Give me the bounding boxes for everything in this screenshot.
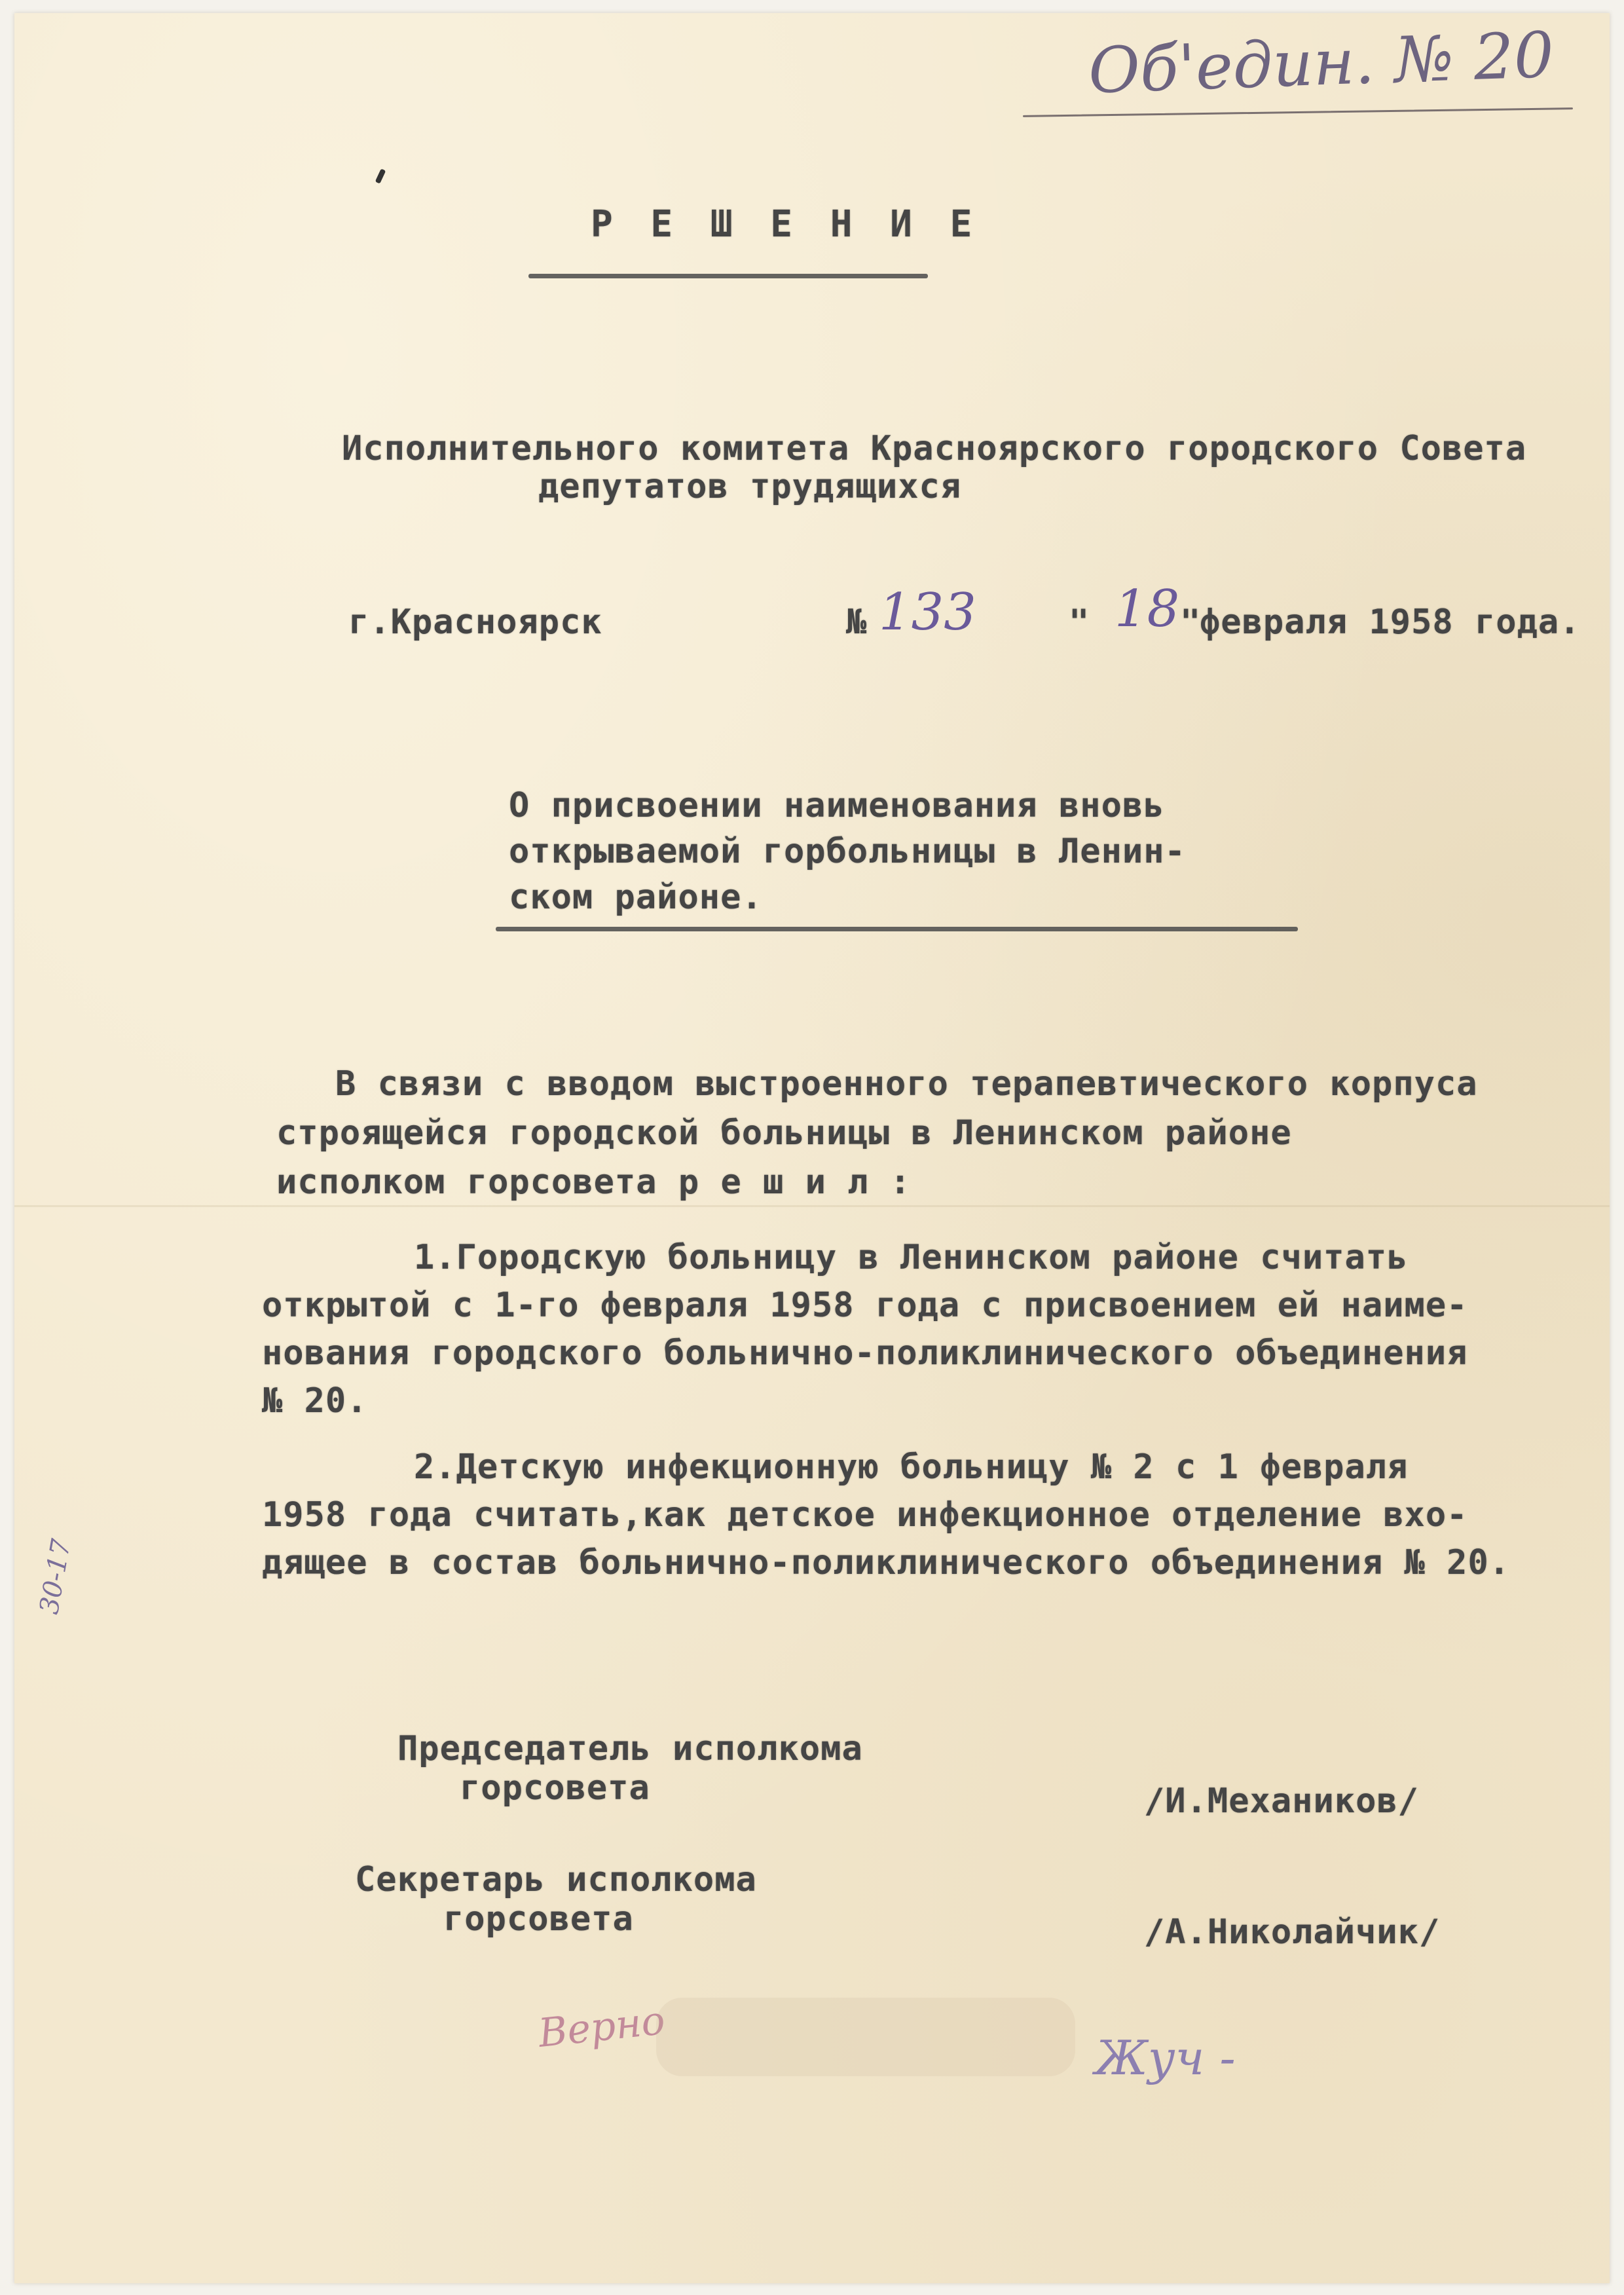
- document-title: Р Е Ш Е Н И Е: [591, 203, 980, 246]
- issuer-line-1: Исполнительного комитета Красноярского городского Совета: [342, 429, 1527, 468]
- date-quote-close: ": [1180, 603, 1202, 642]
- issuer-line-2: депутатов трудящихся: [538, 467, 962, 506]
- item-1-line-3: нования городского больнично-поликлинического объединения: [262, 1334, 1468, 1373]
- signature-2-name: /А.Николайчик/: [1144, 1912, 1441, 1952]
- subject-underline: [496, 927, 1298, 931]
- stray-mark: [375, 168, 386, 183]
- margin-note: 30-17: [34, 1537, 77, 1616]
- item-1-line-1: 1.Городскую больницу в Ленинском районе считать: [414, 1238, 1409, 1277]
- date-day: 18: [1115, 580, 1180, 639]
- signature-1-role-line-1: Председатель исполкома: [397, 1729, 863, 1768]
- document-page: [14, 13, 1610, 2283]
- item-1-line-2: открытой с 1-го февраля 1958 года с присвоением ей наиме-: [262, 1286, 1468, 1325]
- city: г.Красноярск: [348, 603, 602, 642]
- item-2-line-1: 2.Детскую инфекционную больницу № 2 с 1 февраля: [414, 1447, 1409, 1487]
- item-1-line-4: № 20.: [262, 1381, 368, 1421]
- preamble-line-1: В связи с вводом выстроенного терапевтического корпуса: [335, 1064, 1478, 1104]
- preamble-line-3: исполком горсовета р е ш и л :: [276, 1163, 912, 1202]
- signature-1-role-line-2: горсовета: [460, 1768, 650, 1808]
- decision-number: 133: [879, 583, 976, 642]
- paper-fold: [14, 1205, 1610, 1207]
- date-rest: февраля 1958 года.: [1200, 603, 1581, 642]
- archive-mark-underline: [1023, 107, 1573, 117]
- title-underline: [528, 274, 928, 278]
- signature-2-role-line-2: горсовета: [443, 1899, 634, 1939]
- initials: Жуч -: [1095, 2030, 1236, 2085]
- date-quote-open: ": [1069, 603, 1090, 642]
- subject-line-3: ском районе.: [509, 878, 763, 917]
- certification-note: Верно: [536, 1998, 667, 2057]
- subject-line-1: О присвоении наименования вновь: [509, 786, 1165, 825]
- item-2-line-2: 1958 года считать,как детское инфекционное отделение вхо-: [262, 1495, 1468, 1535]
- preamble-line-2: строящейся городской больницы в Ленинском районе: [276, 1113, 1292, 1153]
- archive-mark: Об'един. № 20: [1087, 18, 1555, 108]
- signature-2-role-line-1: Секретарь исполкома: [355, 1860, 757, 1899]
- number-sign: №: [846, 603, 868, 642]
- signature-1-name: /И.Механиков/: [1144, 1782, 1419, 1821]
- faded-stamp: [656, 1998, 1075, 2076]
- subject-line-2: открываемой горбольницы в Ленин-: [509, 832, 1186, 871]
- item-2-line-3: дящее в состав больнично-поликлинического объединения № 20.: [262, 1543, 1511, 1582]
